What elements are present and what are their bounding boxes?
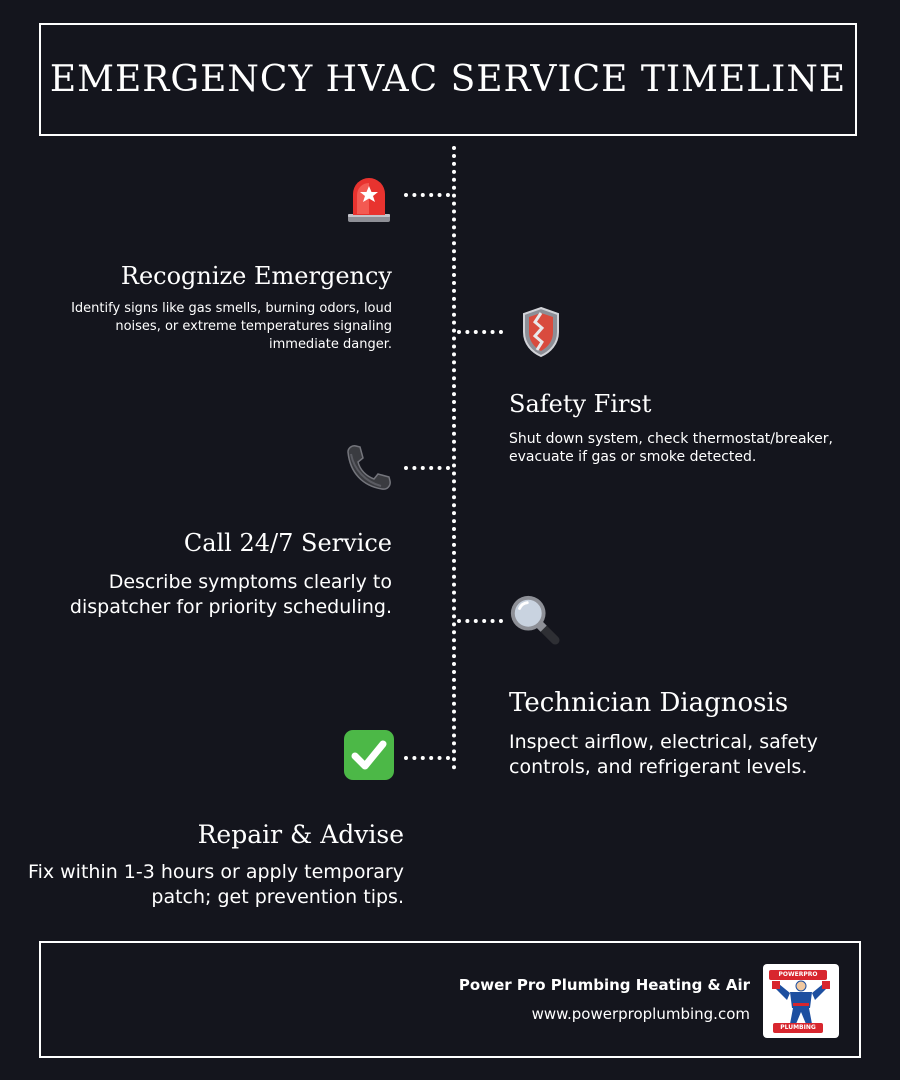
step-4-connector bbox=[457, 619, 503, 623]
step-5-description: Fix within 1-3 hours or apply temporary patch; get prevention tips. bbox=[28, 861, 404, 908]
step-1-title: Recognize Emergency bbox=[120, 262, 392, 290]
company-logo bbox=[763, 964, 839, 1038]
shield-icon bbox=[515, 306, 567, 358]
step-4-description: Inspect airflow, electrical, safety controls, and refrigerant levels. bbox=[509, 731, 818, 778]
title-box bbox=[39, 23, 857, 136]
step-2-title: Safety First bbox=[509, 390, 652, 418]
company-name: Power Pro Plumbing Heating & Air bbox=[458, 976, 750, 994]
step-5-connector bbox=[404, 756, 450, 760]
footer-box bbox=[39, 941, 861, 1058]
step-2-description: Shut down system, check thermostat/breaker, evacuate if gas or smoke detected. bbox=[509, 431, 833, 465]
company-website-link[interactable]: www.powerproplumbing.com bbox=[531, 1005, 750, 1023]
magnifying-glass-icon bbox=[508, 593, 560, 645]
step-1-connector bbox=[404, 193, 450, 197]
step-3-description: Describe symptoms clearly to dispatcher for priority scheduling. bbox=[69, 571, 392, 618]
telephone-icon bbox=[342, 442, 394, 494]
step-3-title: Call 24/7 Service bbox=[183, 529, 392, 557]
step-3-connector bbox=[404, 466, 450, 470]
timeline-spine bbox=[452, 146, 456, 770]
step-2-connector bbox=[457, 330, 503, 334]
step-1-description: Identify signs like gas smells, burning odors, loud noises, or extreme temperatures signaling immediate danger. bbox=[71, 301, 392, 352]
check-mark-icon bbox=[343, 729, 395, 781]
siren-icon bbox=[343, 172, 395, 224]
step-5-title: Repair & Advise bbox=[197, 820, 404, 849]
step-4-title: Technician Diagnosis bbox=[509, 688, 789, 718]
page-title: EMERGENCY HVAC SERVICE TIMELINE bbox=[49, 59, 847, 100]
logo-top-banner: POWERPRO bbox=[769, 970, 827, 980]
logo-bottom-banner: PLUMBING bbox=[773, 1023, 823, 1033]
